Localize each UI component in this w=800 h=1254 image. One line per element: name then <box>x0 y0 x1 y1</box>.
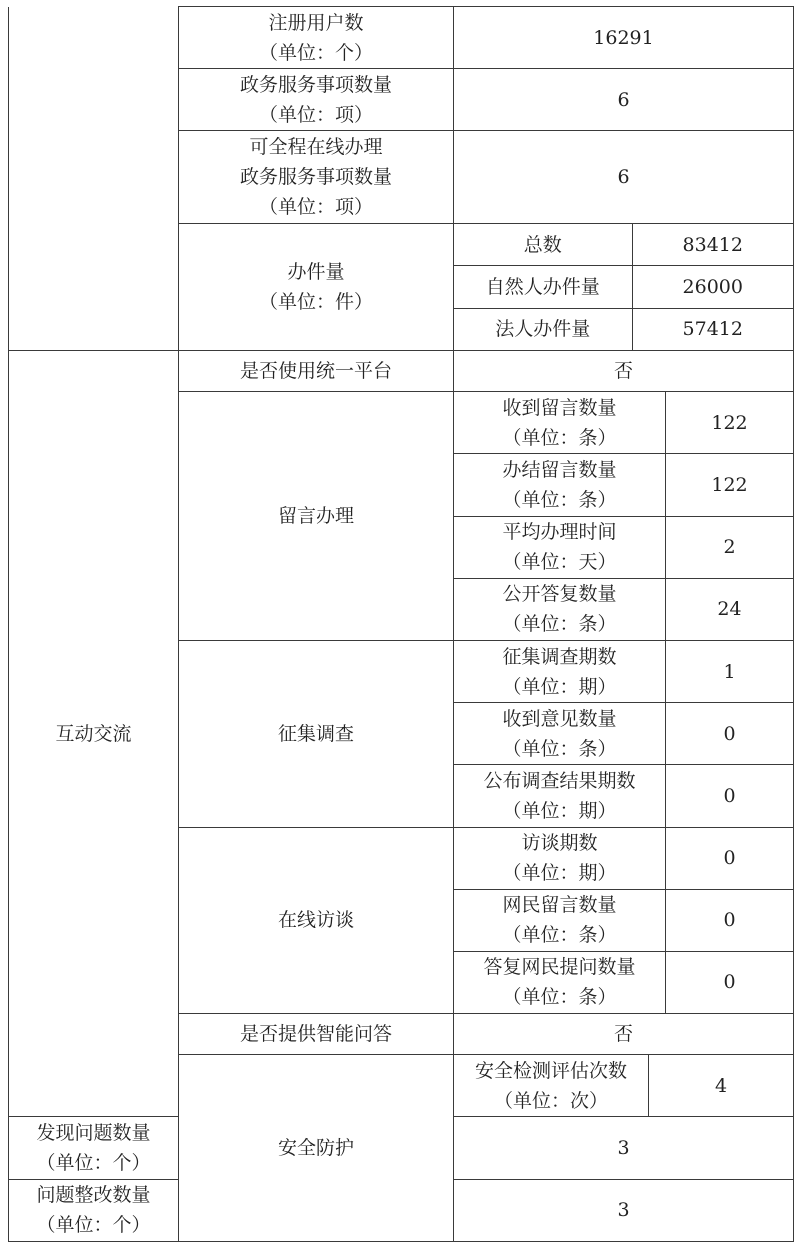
service-section-cell <box>9 7 179 351</box>
items-count-value: 6 <box>454 69 794 131</box>
security-tests-label: 安全检测评估次数 （单位：次） <box>454 1055 649 1117</box>
survey-results-label: 公布调查结果期数 （单位：期） <box>454 765 666 827</box>
cases-subtable <box>454 224 793 350</box>
messages-public-reply-label: 公开答复数量 （单位：条） <box>454 578 666 640</box>
cases-total-label: 总数 <box>454 224 632 266</box>
survey-results-value: 0 <box>666 765 794 827</box>
netizen-messages-label: 网民留言数量 （单位：条） <box>454 889 666 951</box>
messages-public-reply-value: 24 <box>666 578 794 640</box>
cases-total-value: 83412 <box>632 224 793 266</box>
issues-fixed-label: 问题整改数量 （单位：个） <box>9 1179 179 1241</box>
unified-platform-value: 否 <box>454 351 794 392</box>
cases-natural-person-label: 自然人办件量 <box>454 266 632 308</box>
interview-group-label: 在线访谈 <box>179 827 454 1014</box>
messages-received-value: 122 <box>666 392 794 454</box>
registered-users-label: 注册用户数 （单位：个） <box>179 7 454 69</box>
survey-periods-label: 征集调查期数 （单位：期） <box>454 640 666 702</box>
online-items-label: 可全程在线办理 政务服务事项数量 （单位：项） <box>179 131 454 223</box>
security-tests-value: 4 <box>649 1055 794 1117</box>
netizen-messages-value: 0 <box>666 889 794 951</box>
issues-fixed-value: 3 <box>454 1179 794 1241</box>
interview-periods-label: 访谈期数 （单位：期） <box>454 827 666 889</box>
messages-closed-value: 122 <box>666 454 794 516</box>
survey-opinions-label: 收到意见数量 （单位：条） <box>454 703 666 765</box>
cases-natural-person-value: 26000 <box>632 266 793 308</box>
survey-group-label: 征集调查 <box>179 640 454 827</box>
messages-avg-time-label: 平均办理时间 （单位：天） <box>454 516 666 578</box>
issues-found-label: 发现问题数量 （单位：个） <box>9 1117 179 1179</box>
registered-users-value: 16291 <box>454 7 794 69</box>
netizen-replies-value: 0 <box>666 951 794 1013</box>
netizen-replies-label: 答复网民提问数量 （单位：条） <box>454 951 666 1013</box>
cases-legal-person-value: 57412 <box>632 308 793 350</box>
cases-label: 办件量 （单位：件） <box>179 223 454 350</box>
security-section-label: 安全防护 <box>179 1055 454 1242</box>
survey-periods-value: 1 <box>666 640 794 702</box>
unified-platform-label: 是否使用统一平台 <box>179 351 454 392</box>
messages-group-label: 留言办理 <box>179 392 454 641</box>
survey-opinions-value: 0 <box>666 703 794 765</box>
smart-qa-value: 否 <box>454 1014 794 1055</box>
messages-avg-time-value: 2 <box>666 516 794 578</box>
online-items-value: 6 <box>454 131 794 223</box>
interview-periods-value: 0 <box>666 827 794 889</box>
smart-qa-label: 是否提供智能问答 <box>179 1014 454 1055</box>
statistics-table <box>8 6 794 1242</box>
messages-received-label: 收到留言数量 （单位：条） <box>454 392 666 454</box>
issues-found-value: 3 <box>454 1117 794 1179</box>
interaction-section-label: 互动交流 <box>9 351 179 1117</box>
messages-closed-label: 办结留言数量 （单位：条） <box>454 454 666 516</box>
cases-breakdown <box>454 223 794 350</box>
cases-legal-person-label: 法人办件量 <box>454 308 632 350</box>
items-count-label: 政务服务事项数量 （单位：项） <box>179 69 454 131</box>
